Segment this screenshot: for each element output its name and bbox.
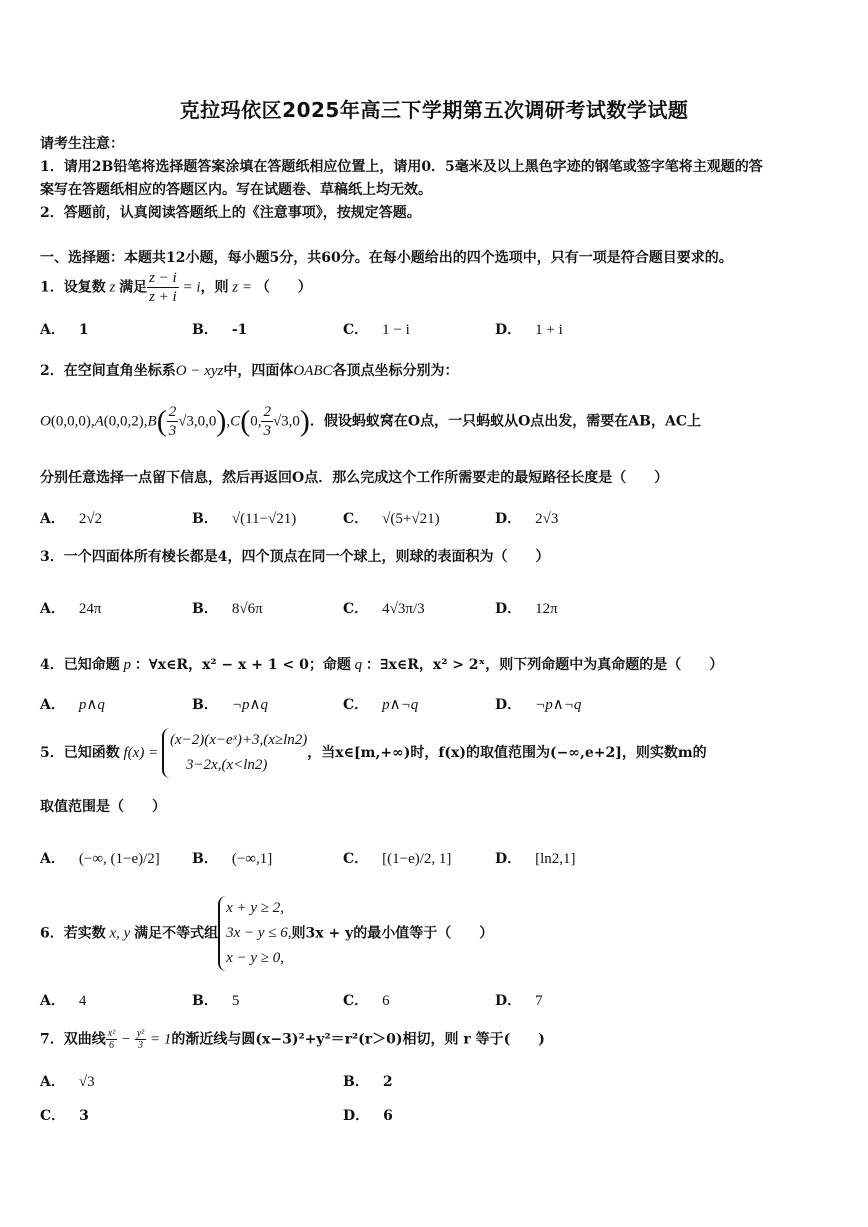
- notice-item-1b: 案写在答题纸相应的答题区内。写在试题卷、草稿纸上均无效。: [40, 182, 432, 198]
- question-4: 4．已知命题 p ：∀x∈R，x² − x + 1 < 0；命题 q ：∃x∈R，x² > 2ˣ，则下列命题中为真命题的是（ ）: [40, 657, 724, 673]
- question-7: 7．双曲线 $\frac{\text{x²}}{6}$ − $\frac{\text{y²}}{3}$ = 1的渐近线与圆(x−3)²+y²＝r²(r＞0)相切，则 r 等于( ): [40, 1028, 545, 1051]
- q3-option-c[interactable]: C． 4√3π/3: [343, 601, 425, 617]
- notice-item-2: 2．答题前，认真阅读答题纸上的《注意事项》，按规定答题。: [40, 205, 421, 221]
- section-heading: 一、选择题：本题共12小题，每小题5分，共60分。在每小题给出的四个选项中，只有一项是符合题目要求的。: [40, 250, 733, 266]
- question-2-line3: 分别任意选择一点留下信息，然后再返回O点．那么完成这个工作所需要走的最短路径长度是（ ）: [40, 470, 669, 486]
- q5-option-a[interactable]: A． (−∞, (1−e)/2]: [40, 851, 160, 867]
- q5-option-c[interactable]: C． [(1−e)/2, 1]: [343, 851, 452, 867]
- q7-option-c[interactable]: C． 3: [40, 1108, 89, 1124]
- q2-option-b[interactable]: B． √(11−√21): [192, 511, 297, 527]
- q4-option-a[interactable]: A． p∧q: [40, 697, 105, 713]
- q1-suffix: ，则: [200, 279, 229, 296]
- q5-piecewise: (x−2)(x−eˣ)+3,(x≥ln2) 3−2x,(x<ln2): [162, 728, 307, 778]
- q1-blank: （ ）: [255, 279, 312, 296]
- q2-option-a[interactable]: A． 2√2: [40, 511, 103, 527]
- q1-fraction: $\frac{z - i}{z + i}$: [149, 270, 177, 305]
- question-2-line2: O(0,0,0),A(0,0,2),B( $\frac{2}{3}$ √3,0,0),C(0, $\frac{2}{3}$ √3,0)．假设蚂蚁窝在O点，一只蚂蚁从O点出发，需要在AB，AC上: [40, 404, 702, 439]
- q5-option-d[interactable]: D． [ln2,1]: [495, 851, 576, 867]
- q4-option-d[interactable]: D． ¬p∧¬q: [495, 697, 582, 713]
- q1-option-a[interactable]: A． 1: [40, 322, 89, 338]
- question-2-line1: 2．在空间直角坐标系O − xyz中，四面体OABC各顶点坐标分别为：: [40, 363, 459, 379]
- notice-item-1a: 1．请用2B铅笔将选择题答案涂填在答题纸相应位置上，请用0．5毫米及以上黑色字迹的钢笔或签字笔将主观题的答: [40, 159, 763, 175]
- question-3: 3．一个四面体所有棱长都是4，四个顶点在同一个球上，则球的表面积为（ ）: [40, 549, 550, 565]
- question-6: 6．若实数 x, y 满足不等式组 x + y ≥ 2, 3x − y ≤ 6, x − y ≥ 0, 则3x + y的最小值等于（ ）: [40, 896, 493, 971]
- q7-option-b[interactable]: B． 2: [343, 1074, 393, 1090]
- q4-option-c[interactable]: C． p∧¬q: [343, 697, 419, 713]
- q1-option-b[interactable]: B． -1: [192, 322, 248, 338]
- question-1: 1．设复数 z 满足 $\frac{z - i}{z + i}$ = i，则 z = （ ）: [40, 270, 312, 305]
- q1-prefix: 1．设复数: [40, 279, 106, 296]
- q5-option-b[interactable]: B． (−∞,1]: [192, 851, 273, 867]
- q1-mid: 满足: [119, 279, 148, 296]
- notice-heading: 请考生注意：: [40, 136, 124, 152]
- q4-option-b[interactable]: B． ¬p∧q: [192, 697, 268, 713]
- q6-option-d[interactable]: D． 7: [495, 993, 543, 1009]
- q3-option-d[interactable]: D． 12π: [495, 601, 558, 617]
- q3-option-b[interactable]: B． 8√6π: [192, 601, 263, 617]
- q6-system: x + y ≥ 2, 3x − y ≤ 6, x − y ≥ 0,: [218, 896, 291, 971]
- page-title: 克拉玛依区2025年高三下学期第五次调研考试数学试题: [179, 98, 689, 122]
- q1-option-c[interactable]: C． 1 − i: [343, 322, 410, 338]
- question-5-line2: 取值范围是（ ）: [40, 799, 166, 815]
- q1-option-d[interactable]: D． 1 + i: [495, 322, 563, 338]
- q6-option-b[interactable]: B． 5: [192, 993, 240, 1009]
- q2-option-d[interactable]: D． 2√3: [495, 511, 559, 527]
- q7-option-d[interactable]: D． 6: [343, 1108, 393, 1124]
- q6-option-c[interactable]: C． 6: [343, 993, 390, 1009]
- q3-option-a[interactable]: A． 24π: [40, 601, 102, 617]
- q6-option-a[interactable]: A． 4: [40, 993, 87, 1009]
- q2-option-c[interactable]: C． √(5+√21): [343, 511, 440, 527]
- question-5: 5．已知函数 f(x) = (x−2)(x−eˣ)+3,(x≥ln2) 3−2x,(x<ln2) ，当x∈[m,+∞)时，f(x)的取值范围为(−∞,e+2]，则实数m的: [40, 728, 707, 778]
- q7-option-a[interactable]: A． √3: [40, 1074, 95, 1090]
